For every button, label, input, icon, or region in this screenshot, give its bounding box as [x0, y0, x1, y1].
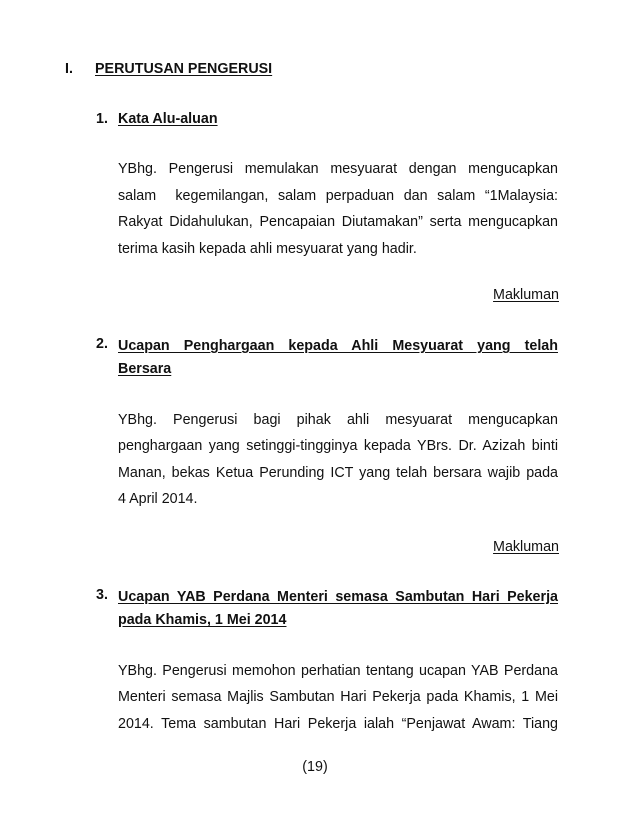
item-3-title-line-2: pada Khamis, 1 Mei 2014: [118, 612, 287, 628]
item-1-note: Makluman: [493, 287, 559, 303]
item-1-title: Kata Alu-aluan: [118, 111, 218, 127]
item-2-number: 2.: [96, 336, 108, 352]
item-2-line-3: Manan, bekas Ketua Perunding ICT yang telah bersara wajib pada: [118, 465, 558, 481]
item-1-line-2: salam kegemilangan, salam perpaduan dan salam “1Malaysia:: [118, 188, 558, 204]
item-2-line-4: 4 April 2014.: [118, 491, 198, 507]
item-1-number: 1.: [96, 111, 108, 127]
item-1-line-1: YBhg. Pengerusi memulakan mesyuarat dengan mengucapkan: [118, 161, 558, 177]
item-2-line-2: penghargaan yang setinggi-tingginya kepada YBrs. Dr. Azizah binti: [118, 438, 558, 454]
section-numeral: I.: [65, 61, 73, 77]
item-1-line-4: terima kasih kepada ahli mesyuarat yang hadir.: [118, 241, 417, 257]
item-3-number: 3.: [96, 587, 108, 603]
item-1-line-3: Rakyat Didahulukan, Pencapaian Diutamakan” serta mengucapkan: [118, 214, 558, 230]
item-2-note: Makluman: [493, 539, 559, 555]
section-title: PERUTUSAN PENGERUSI: [95, 61, 273, 77]
item-3-title-line-1: Ucapan YAB Perdana Menteri semasa Sambutan Hari Pekerja: [118, 589, 558, 605]
item-2-title-line-1: Ucapan Penghargaan kepada Ahli Mesyuarat yang telah: [118, 338, 558, 354]
item-3-line-3: 2014. Tema sambutan Hari Pekerja ialah “Penjawat Awam: Tiang: [118, 716, 558, 732]
item-2-title-line-2: Bersara: [118, 361, 172, 377]
item-2-line-1: YBhg. Pengerusi bagi pihak ahli mesyuarat mengucapkan: [118, 412, 558, 428]
item-3-line-1: YBhg. Pengerusi memohon perhatian tentang ucapan YAB Perdana: [118, 663, 558, 679]
item-3-line-2: Menteri semasa Majlis Sambutan Hari Pekerja pada Khamis, 1 Mei: [118, 689, 558, 705]
page-number: (19): [302, 759, 328, 775]
